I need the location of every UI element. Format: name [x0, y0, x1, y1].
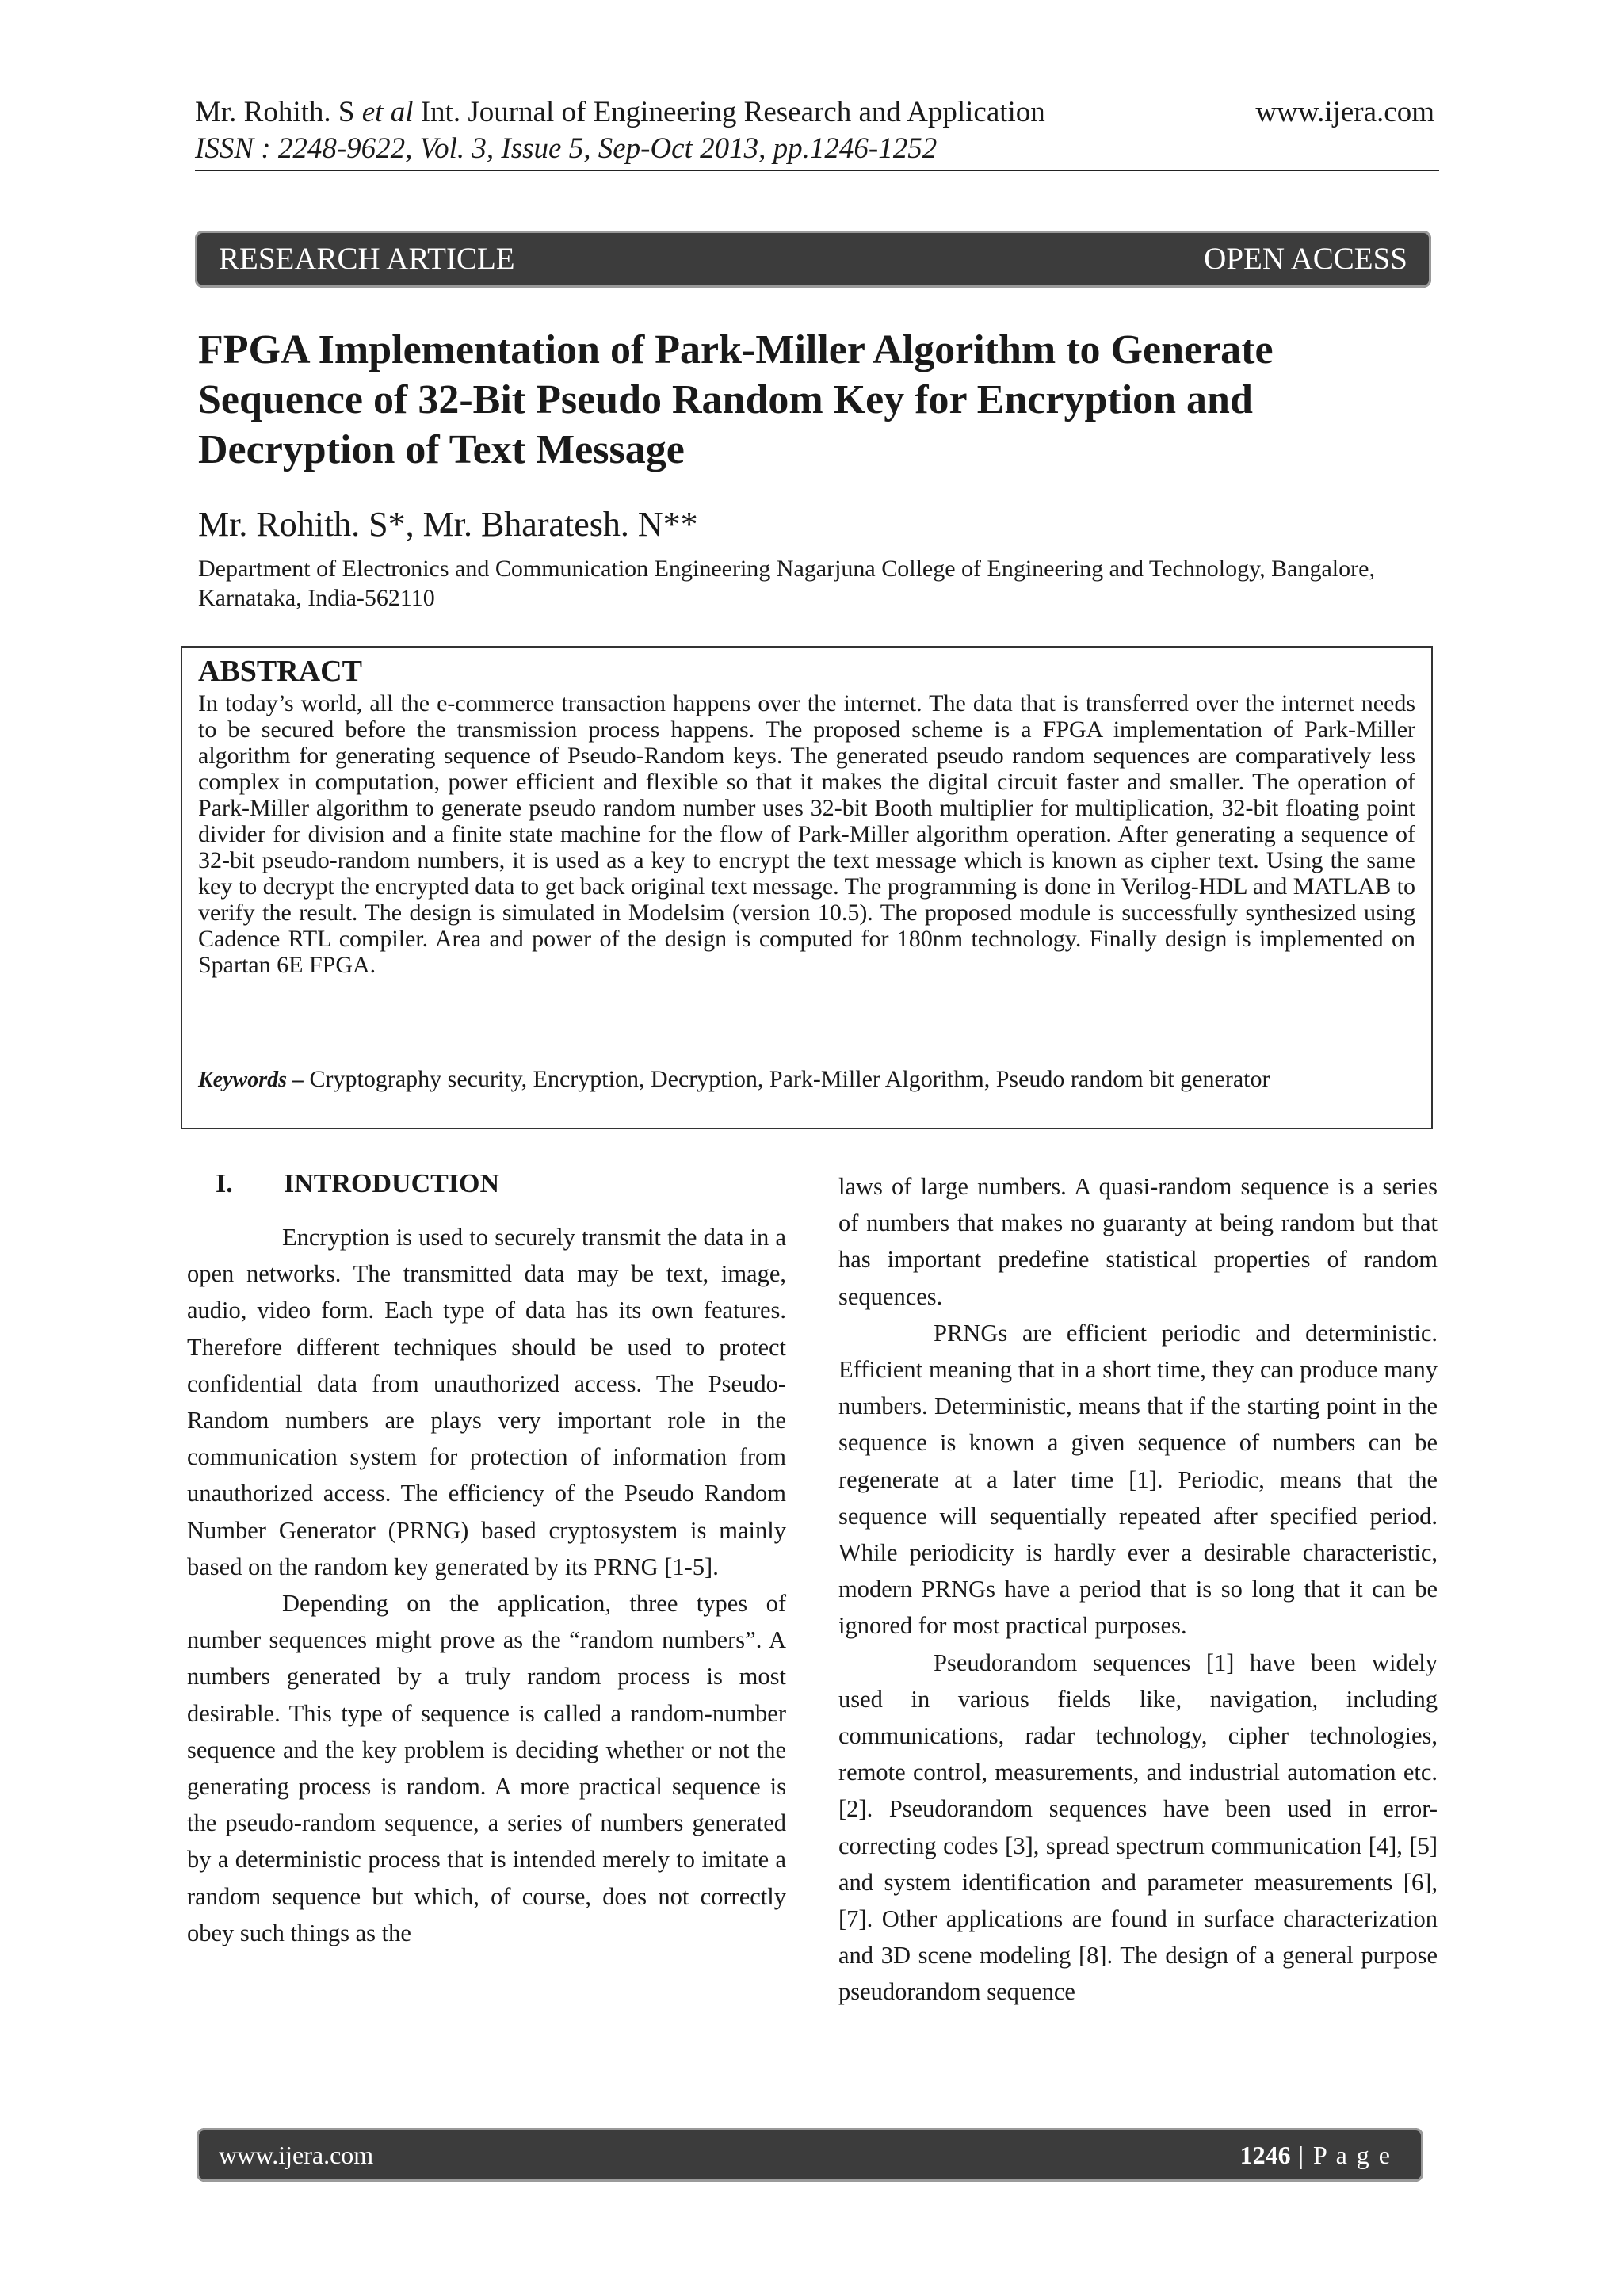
paragraph: PRNGs are efficient periodic and deterministic. Efficient meaning that in a short time, they can produce many numbers. Deterministic, means that if the starting point in the sequence is known a given sequence of numbers can be regenerate at a later time [1]. Periodic, means that the sequence will sequentially repeated after specified period. While periodicity is hardly ever a desirable characteristic, modern PRNGs have a period that is so long that it can be ignored for most practical purposes. [838, 1319, 1438, 1640]
left-column [187, 1219, 786, 1951]
paragraph: laws of large numbers. A quasi-random sequence is a series of numbers that makes no guaranty at being random but that has important predefine statistical properties of random sequences. [838, 1173, 1438, 1310]
page-number: 1246 [1239, 2141, 1291, 2169]
paragraph: Pseudorandom sequences [1] have been widely used in various fields like, navigation, including communications, radar technology, cipher technologies, remote control, measurements, and industrial automation etc. [2]. Pseudorandom sequences have been used in error-correcting codes [3], spread spectrum communication [4], [5] and system identification and parameter measurements [6], [7]. Other applications are found in surface characterization and 3D scene modeling [8]. The design of a general purpose pseudorandom sequence [838, 1648, 1438, 2006]
section-heading-introduction [216, 1167, 499, 1201]
section-title: INTRODUCTION [284, 1169, 500, 1198]
page-footer [197, 2128, 1423, 2182]
header-issn: ISSN : 2248-9622, Vol. 3, Issue 5, Sep-Oct 2013, pp.1246-1252 [195, 132, 938, 165]
keywords [198, 1066, 1415, 1094]
footer-page [1240, 2139, 1392, 2171]
paper-title: FPGA Implementation of Park-Miller Algorithm to Generate Sequence of 32-Bit Pseudo Random Key for Encryption and Decryption of Text Message [198, 327, 1274, 472]
keywords-text: Cryptography security, Encryption, Decryption, Park-Miller Algorithm, Pseudo random bit generator [304, 1066, 1270, 1092]
header-journal: Int. Journal of Engineering Research and Application [413, 96, 1045, 128]
section-number: I. [216, 1169, 233, 1198]
authors: Mr. Rohith. S*, Mr. Bharatesh. N** [198, 505, 698, 544]
paragraph: Depending on the application, three types of number sequences might prove as the “random numbers”. A numbers generated by a truly random process is most desirable. This type of sequence is called a random-number sequence and the key problem is deciding whether or not the generating process is random. A more practical sequence is the pseudo-random sequence, a series of numbers generated by a deterministic process that is intended merely to imitate a random sequence but which, of course, does not correctly obey such things as the [187, 1590, 786, 1946]
right-column [838, 1168, 1438, 2011]
page-label: | P a g e [1290, 2141, 1392, 2169]
header-author: Mr. Rohith. S [195, 96, 362, 128]
header-etal: et al [361, 96, 414, 128]
header-url: www.ijera.com [1255, 96, 1434, 128]
header-rule [195, 170, 1439, 171]
running-header-citation [195, 95, 1045, 130]
research-article-label: RESEARCH ARTICLE [219, 242, 515, 276]
paragraph: Encryption is used to securely transmit the data in a open networks. The transmitted data may be text, image, audio, video form. Each type of data has its own features. Therefore different techniques should be used to protect confidential data from unauthorized access. The Pseudo-Random numbers are plays very important role in the communication system for protection of information from unauthorized access. The efficiency of the Pseudo Random Number Generator (PRNG) based cryptosystem is mainly based on the random key generated by its PRNG [1-5]. [187, 1224, 786, 1580]
abstract-heading: ABSTRACT [198, 655, 362, 688]
article-type-banner [195, 231, 1431, 288]
abstract-text: In today’s world, all the e-commerce transaction happens over the internet. The data that is transferred over the internet needs to be secured before the transmission process happens. The proposed scheme is a FPGA implementation of Park-Miller algorithm for generating sequence of Pseudo-Random keys. The generated pseudo random sequences are comparatively less complex in computation, power efficient and flexible so that it makes the digital circuit faster and smaller. The operation of Park-Miller algorithm to generate pseudo random number uses 32-bit Booth multiplier for multiplication, 32-bit floating point divider for division and a finite state machine for the flow of Park-Miller algorithm operation. After generating a sequence of 32-bit pseudo-random numbers, it is used as a key to encrypt the text message which is known as cipher text. Using the same key to decrypt the encrypted data to get back original text message. The programming is done in Verilog-HDL and MATLAB to verify the result. The design is simulated in Modelsim (version 10.5). The proposed module is successfully synthesized using Cadence RTL compiler. Area and power of the design is computed for 180nm technology. Finally design is implemented on Spartan 6E FPGA. [198, 690, 1415, 978]
affiliation: Department of Electronics and Communication Engineering Nagarjuna College of Engineering and Technology, Bangalore, Karnataka, India-562110 [198, 556, 1375, 611]
abstract-box [181, 646, 1433, 1129]
open-access-label: OPEN ACCESS [1204, 242, 1407, 276]
footer-url: www.ijera.com [219, 2141, 374, 2169]
keywords-label: Keywords – [198, 1068, 304, 1092]
